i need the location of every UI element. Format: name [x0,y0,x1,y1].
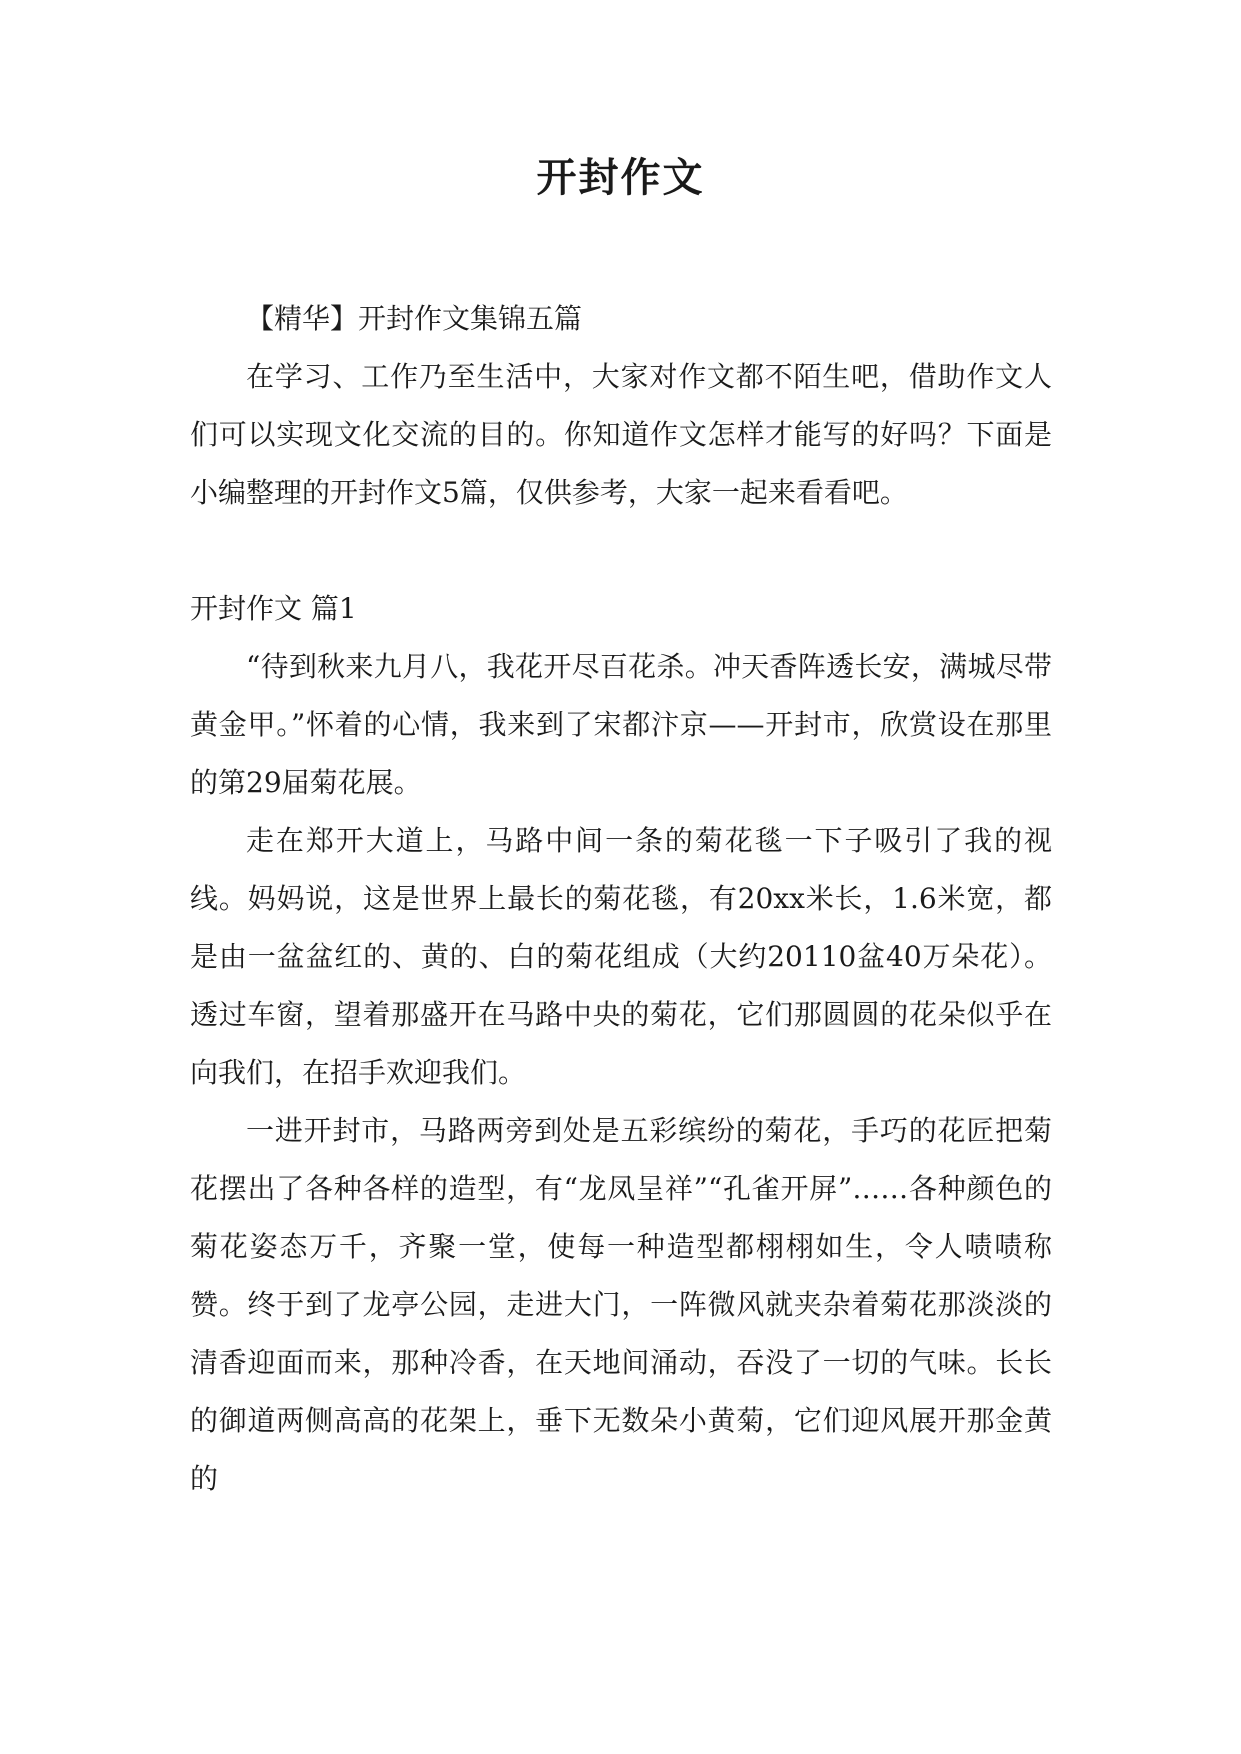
document-body [190,290,1052,1508]
section-heading: 开封作文 篇1 [190,592,357,625]
section-paragraph-1: “待到秋来九月八，我花开尽百花杀。冲天香阵透长安，满城尽带黄金甲。”怀着的心情，我来到了宋都汴京——开封市，欣赏设在那里的第29届菊花展。 [190,650,1052,799]
intro-subtitle: 【精华】开封作文集锦五篇 [246,302,583,335]
document-title: 开封作文 [536,155,705,201]
section-paragraph-2: 走在郑开大道上，马路中间一条的菊花毯一下子吸引了我的视线。妈妈说，这是世界上最长的菊花毯，有20xx米长，1.6米宽，都是由一盆盆红的、黄的、白的菊花组成（大约20110盆40万朵花）。透过车窗，望着那盛开在马路中央的菊花，它们那圆圆的花朵似乎在向我们，在招手欢迎我们。 [190,824,1052,1089]
section-paragraph-3: 一进开封市，马路两旁到处是五彩缤纷的菊花，手巧的花匠把菊花摆出了各种各样的造型，有“龙凤呈祥”“孔雀开屏”……各种颜色的菊花姿态万千，齐聚一堂，使每一种造型都栩栩如生，令人啧啧称赞。终于到了龙亭公园，走进大门，一阵微风就夹杂着菊花那淡淡的清香迎面而来，那种冷香，在天地间涌动，吞没了一切的气味。长长的御道两侧高高的花架上，垂下无数朵小黄菊，它们迎风展开那金黄的 [190,1114,1052,1495]
intro-paragraph: 在学习、工作乃至生活中，大家对作文都不陌生吧，借助作文人们可以实现文化交流的目的。你知道作文怎样才能写的好吗？下面是小编整理的开封作文5篇，仅供参考，大家一起来看看吧。 [190,360,1052,509]
